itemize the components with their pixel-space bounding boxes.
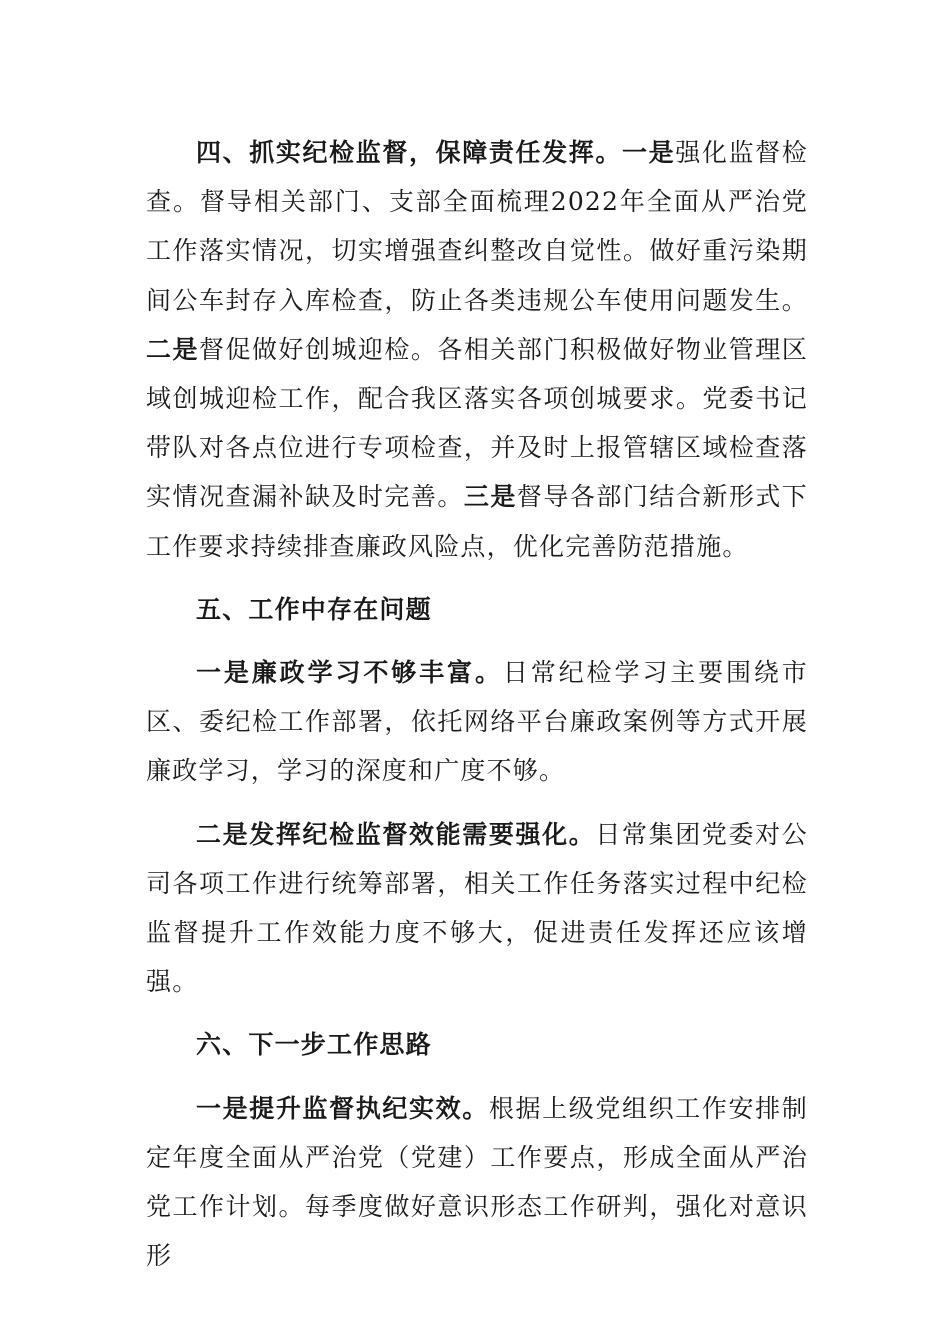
- section-6-item-1-lead: 一是提升监督执纪实效。: [196, 1093, 489, 1123]
- section-4-text-3: 督导各部门结合新形式下工作要求持续排查廉政风险点，优化完善防范措施。: [146, 482, 809, 561]
- section-5-item-1-lead: 一是廉政学习不够丰富。: [196, 658, 503, 688]
- section-4-paragraph: [146, 128, 808, 571]
- section-4-lead-1: 一是: [622, 138, 676, 167]
- section-4-text-1: 强化监督检查。督导相关部门、支部全面梳理2022年全面从严治党工作落实情况，切实增强查纠整改自觉性。做好重污染期间公车封存入库检查，防止各类违规公车使用问题发生。: [146, 138, 809, 315]
- section-6-item-1: [146, 1084, 808, 1281]
- section-5-item-2: [146, 810, 808, 1007]
- section-6-item-1-text: 根据上级党组织工作安排制定年度全面从严治党（党建）工作要点，形成全面从严治党工作计划。每季度做好意识形态工作研判，强化对意识形: [146, 1093, 809, 1271]
- section-5-item-2-text: 日常集团党委对公司各项工作进行统筹部署，相关工作任务落实过程中纪检监督提升工作效能力度不够大，促进责任发挥还应该增强。: [146, 819, 808, 997]
- section-6-heading: 六、下一步工作思路: [196, 1030, 432, 1060]
- section-5-item-1-text: 日常纪检学习主要围绕市区、委纪检工作部署，依托网络平台廉政案例等方式开展廉政学习，学习的深度和广度不够。: [146, 658, 809, 786]
- section-4-heading: 四、抓实纪检监督，保障责任发挥。: [196, 138, 623, 167]
- section-5-item-1: [146, 648, 808, 796]
- section-4-text-2: 督促做好创城迎检。各相关部门积极做好物业管理区域创城迎检工作，配合我区落实各项创城要求。党委书记带队对各点位进行专项检查，并及时上报管辖区域检查落实情况查漏补缺及时完善。: [146, 334, 808, 512]
- section-4-lead-3: 三是: [463, 482, 517, 512]
- section-5-item-2-lead: 二是发挥纪检监督效能需要强化。: [196, 819, 596, 849]
- document-page: [146, 128, 808, 1280]
- section-4-lead-2: 二是: [146, 334, 199, 364]
- section-5-heading: 五、工作中存在问题: [196, 594, 432, 624]
